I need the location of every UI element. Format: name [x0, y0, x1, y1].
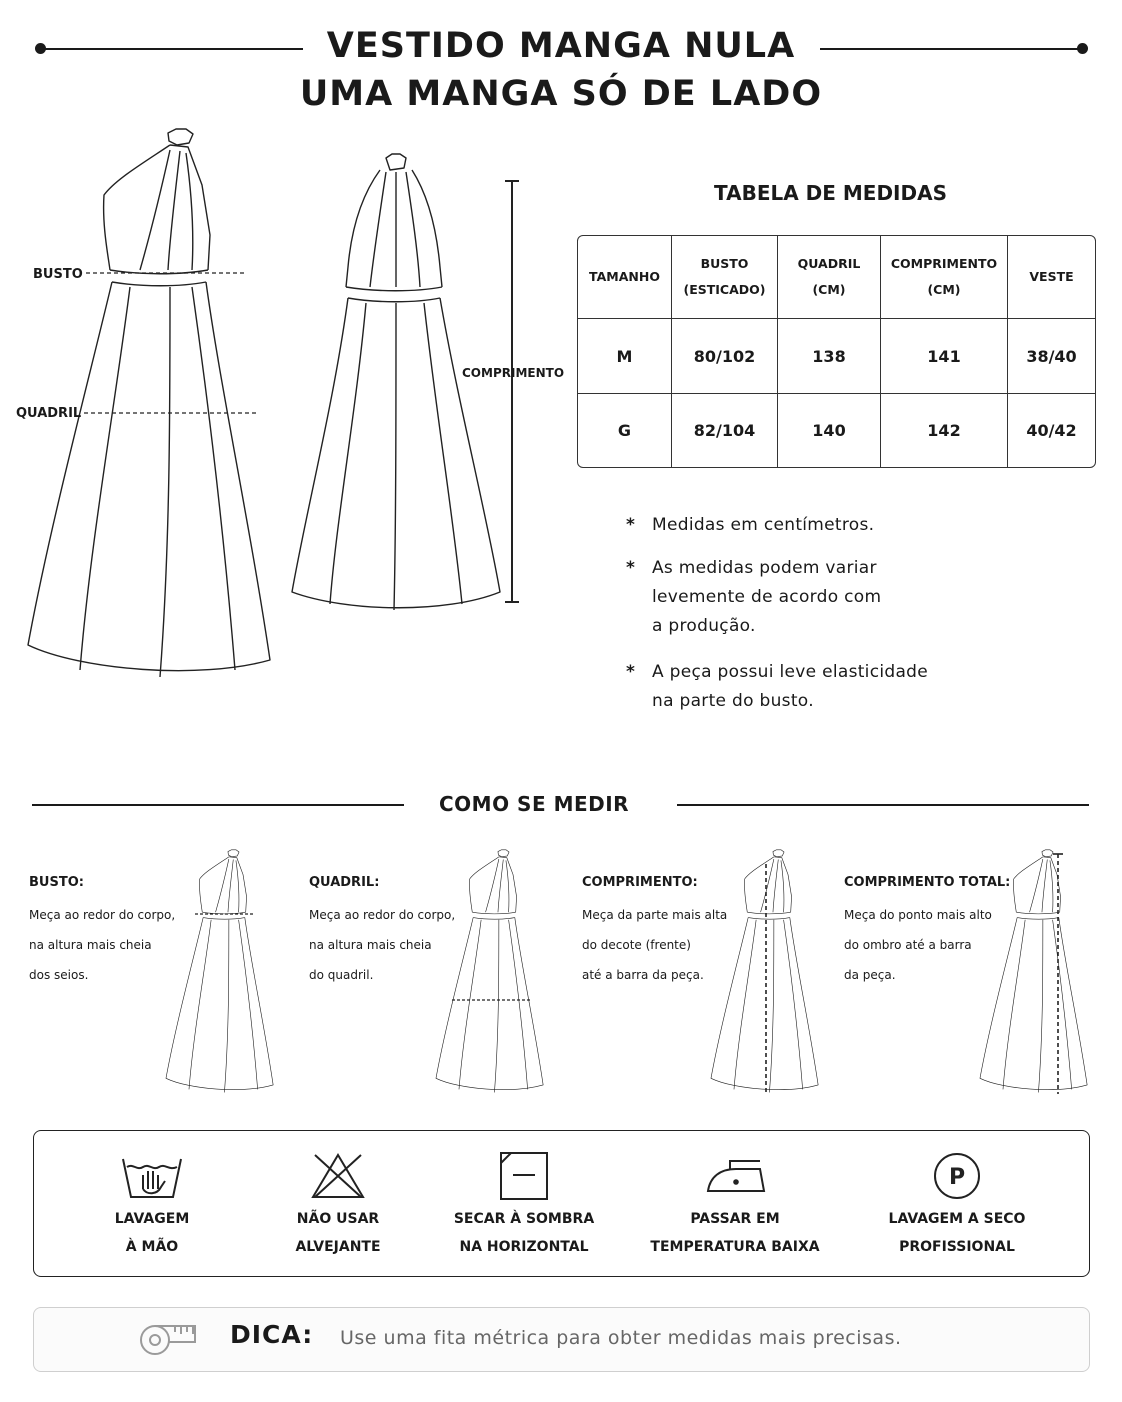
size-table-title: TABELA DE MEDIDAS [714, 181, 947, 205]
care-label-line: ALVEJANTE [295, 1239, 381, 1255]
hand-wash-icon [117, 1151, 187, 1201]
header-size-text: TAMANHO [589, 269, 660, 285]
cell-size: G [578, 394, 672, 467]
measure-total-length-title: COMPRIMENTO TOTAL: [844, 875, 1011, 890]
care-hand-wash [52, 1151, 252, 1261]
dry-clean-letter: P [948, 1165, 966, 1190]
length-measure-line [504, 180, 520, 604]
no-bleach-icon [303, 1151, 373, 1201]
note-bullet: * [626, 662, 636, 682]
dry-clean-icon [922, 1151, 992, 1201]
desc-line: da peça. [844, 968, 896, 982]
page-title-line-2: UMA MANGA SÓ DE LADO [299, 74, 823, 114]
care-label-line: NÃO USAR [296, 1211, 380, 1227]
dress-total-length-thumbnail [972, 848, 1096, 1096]
iron-low-icon [700, 1151, 770, 1201]
header-length-line1: COMPRIMENTO [890, 256, 998, 272]
cell-fits: 38/40 [1008, 319, 1095, 393]
care-dry-flat-shade [424, 1151, 624, 1261]
dress-hip-thumbnail [428, 848, 552, 1096]
care-no-bleach [238, 1151, 438, 1261]
care-label-line: LAVAGEM [114, 1211, 190, 1227]
note-line: levemente de acordo com [652, 587, 882, 607]
desc-line: Meça ao redor do corpo, [29, 908, 176, 922]
note-bullet: * [626, 558, 636, 578]
desc-line: na altura mais cheia [29, 938, 152, 952]
desc-line: do ombro até a barra [844, 938, 972, 952]
care-label-line: NA HORIZONTAL [459, 1239, 589, 1255]
measuring-tape-icon [137, 1322, 199, 1358]
dress-front-illustration [20, 125, 280, 685]
hip-thumb-line [452, 998, 534, 1002]
dry-flat-shade-icon [489, 1151, 559, 1201]
desc-line: dos seios. [29, 968, 89, 982]
care-label-line: À MÃO [125, 1239, 179, 1255]
hip-label: QUADRIL [16, 406, 82, 421]
measure-length-title: COMPRIMENTO: [582, 875, 698, 890]
bust-measure-line [86, 270, 246, 276]
note-bullet: * [626, 515, 636, 535]
measure-hip-title: QUADRIL: [309, 875, 380, 890]
tip-text: Use uma fita métrica para obter medidas mais precisas. [340, 1327, 902, 1349]
cell-hip: 138 [778, 319, 881, 393]
table-row [578, 394, 1095, 467]
desc-line: Meça da parte mais alta [582, 908, 728, 922]
tip-label: DICA: [230, 1320, 314, 1349]
header-bust-line2: (ESTICADO) [683, 282, 766, 298]
length-label: COMPRIMENTO [462, 366, 565, 380]
desc-line: Meça ao redor do corpo, [309, 908, 456, 922]
length-thumb-line [762, 864, 770, 1094]
header-size [578, 236, 672, 319]
hip-measure-line [84, 410, 260, 416]
care-iron-low [635, 1151, 835, 1261]
bust-label: BUSTO [33, 267, 83, 282]
dress-bust-thumbnail [158, 848, 282, 1096]
note-line: A peça possui leve elasticidade [652, 662, 929, 682]
care-instructions-panel [33, 1130, 1090, 1277]
desc-line: na altura mais cheia [309, 938, 432, 952]
header-hip [778, 236, 881, 319]
tip-box [33, 1307, 1090, 1372]
care-label-line: TEMPERATURA BAIXA [650, 1239, 820, 1255]
care-dry-clean [857, 1151, 1057, 1261]
cell-bust: 80/102 [672, 319, 778, 393]
note-line: Medidas em centímetros. [652, 515, 875, 535]
table-row [578, 319, 1095, 393]
measure-bust-title: BUSTO: [29, 875, 84, 890]
desc-line: Meça do ponto mais alto [844, 908, 992, 922]
care-label-line: PROFISSIONAL [899, 1239, 1015, 1255]
note-line: na parte do busto. [652, 691, 814, 711]
total-length-thumb-line [1052, 852, 1064, 1096]
desc-line: do decote (frente) [582, 938, 691, 952]
cell-size: M [578, 319, 672, 393]
header-length-line2: (CM) [927, 282, 961, 298]
dress-back-illustration [286, 152, 506, 622]
care-label-line: SECAR À SOMBRA [453, 1211, 595, 1227]
header-hip-line1: QUADRIL [797, 256, 861, 272]
header-hip-line2: (CM) [812, 282, 846, 298]
header-bust [672, 236, 778, 319]
section-right-line [677, 804, 1089, 806]
header-length [881, 236, 1008, 319]
section-left-line [32, 804, 404, 806]
note-line: As medidas podem variar [652, 558, 877, 578]
desc-line: do quadril. [309, 968, 374, 982]
cell-length: 142 [881, 394, 1008, 467]
size-table-header-row [578, 236, 1095, 319]
cell-bust: 82/104 [672, 394, 778, 467]
how-to-measure-title: COMO SE MEDIR [439, 792, 630, 816]
care-label-line: PASSAR EM [690, 1211, 780, 1227]
cell-hip: 140 [778, 394, 881, 467]
cell-fits: 40/42 [1026, 420, 1077, 440]
care-label-line: LAVAGEM A SECO [888, 1211, 1026, 1227]
size-table [577, 235, 1096, 468]
header-bust-line1: BUSTO [700, 256, 749, 272]
desc-line: até a barra da peça. [582, 968, 704, 982]
page-title-line-1: VESTIDO MANGA NULA [326, 26, 796, 66]
bust-thumb-line [195, 912, 257, 916]
cell-length: 141 [881, 319, 1008, 393]
header-fits-text: VESTE [1029, 269, 1074, 285]
note-line: a produção. [652, 616, 756, 636]
header-fits [1008, 236, 1095, 319]
